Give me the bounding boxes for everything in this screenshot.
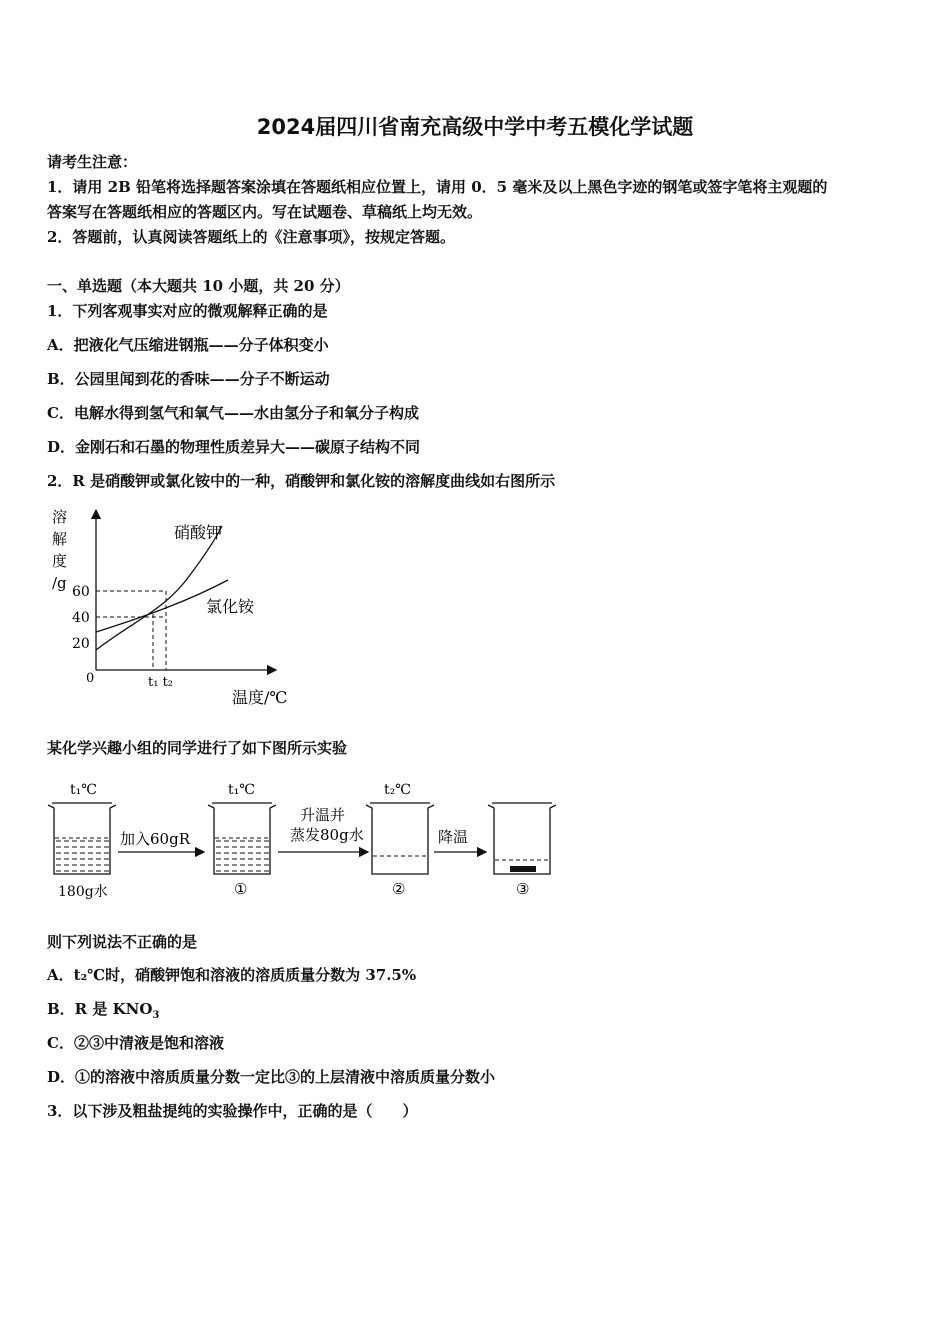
beaker-1 xyxy=(208,803,276,874)
kno3-curve xyxy=(96,526,222,650)
experiment-diagram xyxy=(40,772,570,902)
q1-stem: 1．下列客观事实对应的微观解释正确的是 xyxy=(47,302,328,320)
y-tick-60: 60 xyxy=(72,584,90,600)
arrow-1-label: 加入60gR xyxy=(120,830,190,848)
q2-option-c: C．②③中清液是饱和溶液 xyxy=(47,1034,224,1052)
y-label-3: 度 xyxy=(52,552,68,570)
beaker-2 xyxy=(366,803,434,874)
notice-item-1-line-1: 1．请用 2B 铅笔将选择题答案涂填在答题纸相应位置上，请用 0．5 毫米及以上黑色字迹的钢笔或签字笔将主观题的 xyxy=(47,178,828,196)
temp-label-3: t₂℃ xyxy=(384,782,411,798)
notice-item-1-line-2: 答案写在答题纸相应的答题区内。写在试题卷、草稿纸上均无效。 xyxy=(47,203,483,221)
q2-option-a: A．t₂℃时，硝酸钾饱和溶液的溶质质量分数为 37.5% xyxy=(47,966,417,984)
beaker-3 xyxy=(488,803,556,874)
y-label-4: /g xyxy=(52,574,67,592)
solubility-graph xyxy=(40,500,310,715)
water-label: 180g水 xyxy=(58,884,108,900)
x-ticks: t₁ t₂ xyxy=(148,675,174,690)
q2-option-b-subscript: 3 xyxy=(152,1010,160,1021)
q2-option-b xyxy=(47,999,159,1019)
experiment-intro: 某化学兴趣小组的同学进行了如下图所示实验 xyxy=(47,739,348,757)
arrow-2-label-a: 升温并 xyxy=(300,806,346,824)
temp-label-1: t₁℃ xyxy=(70,782,97,798)
q3-stem: 3．以下涉及粗盐提纯的实验操作中，正确的是（ ） xyxy=(47,1102,418,1120)
arrow-2-label-b: 蒸发80g水 xyxy=(290,826,364,844)
q2-option-d: D．①的溶液中溶质质量分数一定比③的上层清液中溶质质量分数小 xyxy=(47,1068,496,1086)
q1-option-d: D．金刚石和石墨的物理性质差异大——碳原子结构不同 xyxy=(47,438,421,456)
beaker-3-label: ③ xyxy=(516,880,530,898)
y-label-2: 解 xyxy=(52,530,68,548)
temp-label-2: t₁℃ xyxy=(228,782,255,798)
page-title: 2024届四川省南充高级中学中考五模化学试题 xyxy=(256,115,694,139)
origin-label: 0 xyxy=(86,671,95,686)
arrow-3-label: 降温 xyxy=(438,828,469,846)
q1-option-a: A．把液化气压缩进钢瓶——分子体积变小 xyxy=(47,336,329,354)
q2-ask: 则下列说法不正确的是 xyxy=(47,933,198,951)
beaker-initial xyxy=(48,803,116,874)
beaker-2-label: ② xyxy=(392,880,406,898)
x-label: 温度/℃ xyxy=(232,688,288,707)
section-heading: 一、单选题（本大题共 10 小题，共 20 分） xyxy=(47,277,350,295)
q2-option-b-text: B．R 是 KNO xyxy=(47,1000,153,1018)
nh4cl-label: 氯化铵 xyxy=(206,597,255,616)
q1-option-c: C．电解水得到氢气和氧气——水由氢分子和氧分子构成 xyxy=(47,404,419,422)
y-tick-40: 40 xyxy=(72,610,90,626)
notice-heading: 请考生注意： xyxy=(47,153,138,171)
y-label-1: 溶 xyxy=(52,508,68,526)
y-tick-20: 20 xyxy=(72,636,90,652)
q2-stem: 2．R 是硝酸钾或氯化铵中的一种，硝酸钾和氯化铵的溶解度曲线如右图所示 xyxy=(47,472,556,490)
beaker-1-label: ① xyxy=(234,880,248,898)
notice-item-2: 2．答题前，认真阅读答题纸上的《注意事项》，按规定答题。 xyxy=(47,228,455,246)
kno3-label: 硝酸钾 xyxy=(174,523,223,542)
q1-option-b: B．公园里闻到花的香味——分子不断运动 xyxy=(47,370,330,388)
